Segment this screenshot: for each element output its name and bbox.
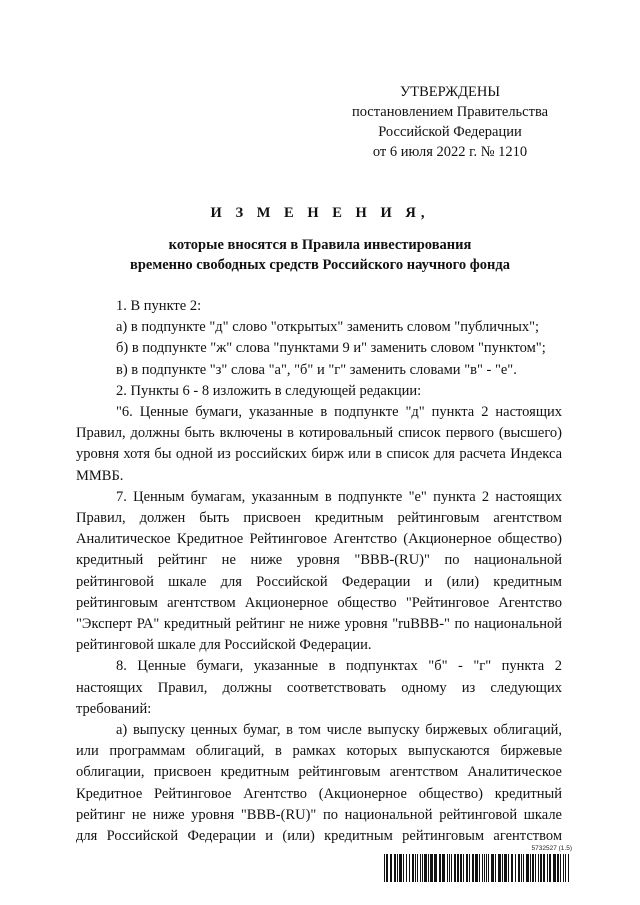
title-subtitle-line-2: временно свободных средств Российского научного фонда <box>129 257 510 273</box>
approval-title: УТВЕРЖДЕНЫ <box>399 84 501 100</box>
barcode <box>384 845 572 883</box>
approval-line-resolution: постановлением Правительства <box>351 104 549 120</box>
paragraph-7: 7. Ценным бумагам, указанным в подпункте "е" пункта 2 настоящих Правил, должен быть присвоен кредитным рейтинговым агентством Аналитическое Кредитное Рейтинговое Агентство (Акционерное общество) кредитный рейтинг не ниже уровня "BBB-(RU)" по национальной рейтинговой шкале для Российской Федерации и (или) кредитным рейтинговым агентством Акционерное общество "Рейтинговое Агентство "Эксперт РА" кредитный рейтинг не ниже уровня "ruBBB-" по национальной рейтинговой шкале для Российской Федерации. <box>76 488 562 654</box>
paragraph-1c: в) в подпункте "з" слова "а", "б" и "г" заменить словами "в" - "е". <box>116 361 517 378</box>
paragraph-6: "6. Ценные бумаги, указанные в подпункте "д" пункта 2 настоящих Правил, должны быть включены в котировальный список первого (высшего) уровня хотя бы одной из российских бирж или в список для расчета Индекса ММВБ. <box>76 404 562 484</box>
approval-stamp <box>330 82 570 162</box>
paragraph-1b: б) в подпункте "ж" слова "пунктами 9 и" заменить словом "пунктом"; <box>116 340 546 357</box>
barcode-icon <box>384 854 572 882</box>
approval-line-date: от 6 июля 2022 г. № 1210 <box>372 144 528 160</box>
barcode-code: 5732527 (1.5) <box>531 845 572 852</box>
paragraph-2: 2. Пункты 6 - 8 изложить в следующей редакции: <box>116 382 422 399</box>
title-heading: И З М Е Н Е Н И Я, <box>210 205 430 221</box>
document-body <box>76 296 562 847</box>
document-title <box>60 203 580 275</box>
paragraph-1: 1. В пункте 2: <box>116 298 202 314</box>
approval-line-government: Российской Федерации <box>378 124 522 140</box>
paragraph-8a: а) выпуску ценных бумаг, в том числе выпуску биржевых облигаций, или программам облигаций, в рамках которых выпускаются биржевые облигации, присвоен кредитным рейтинговым агентством Аналитическое Кредитное Рейтинговое Агентство (Акционерное общество) кредитный рейтинг не ниже уровня "BBB-(RU)" по национальной рейтинговой шкале для Российской Федерации и (или) кредитным рейтинговым агентством <box>76 722 562 845</box>
title-subtitle-line-1: которые вносятся в Правила инвестирования <box>168 237 472 253</box>
paragraph-8: 8. Ценные бумаги, указанные в подпунктах "б" - "г" пункта 2 настоящих Правил, должны соответствовать одному из следующих требований: <box>76 658 562 717</box>
paragraph-1a: а) в подпункте "д" слово "открытых" заменить словом "публичных"; <box>116 319 540 336</box>
